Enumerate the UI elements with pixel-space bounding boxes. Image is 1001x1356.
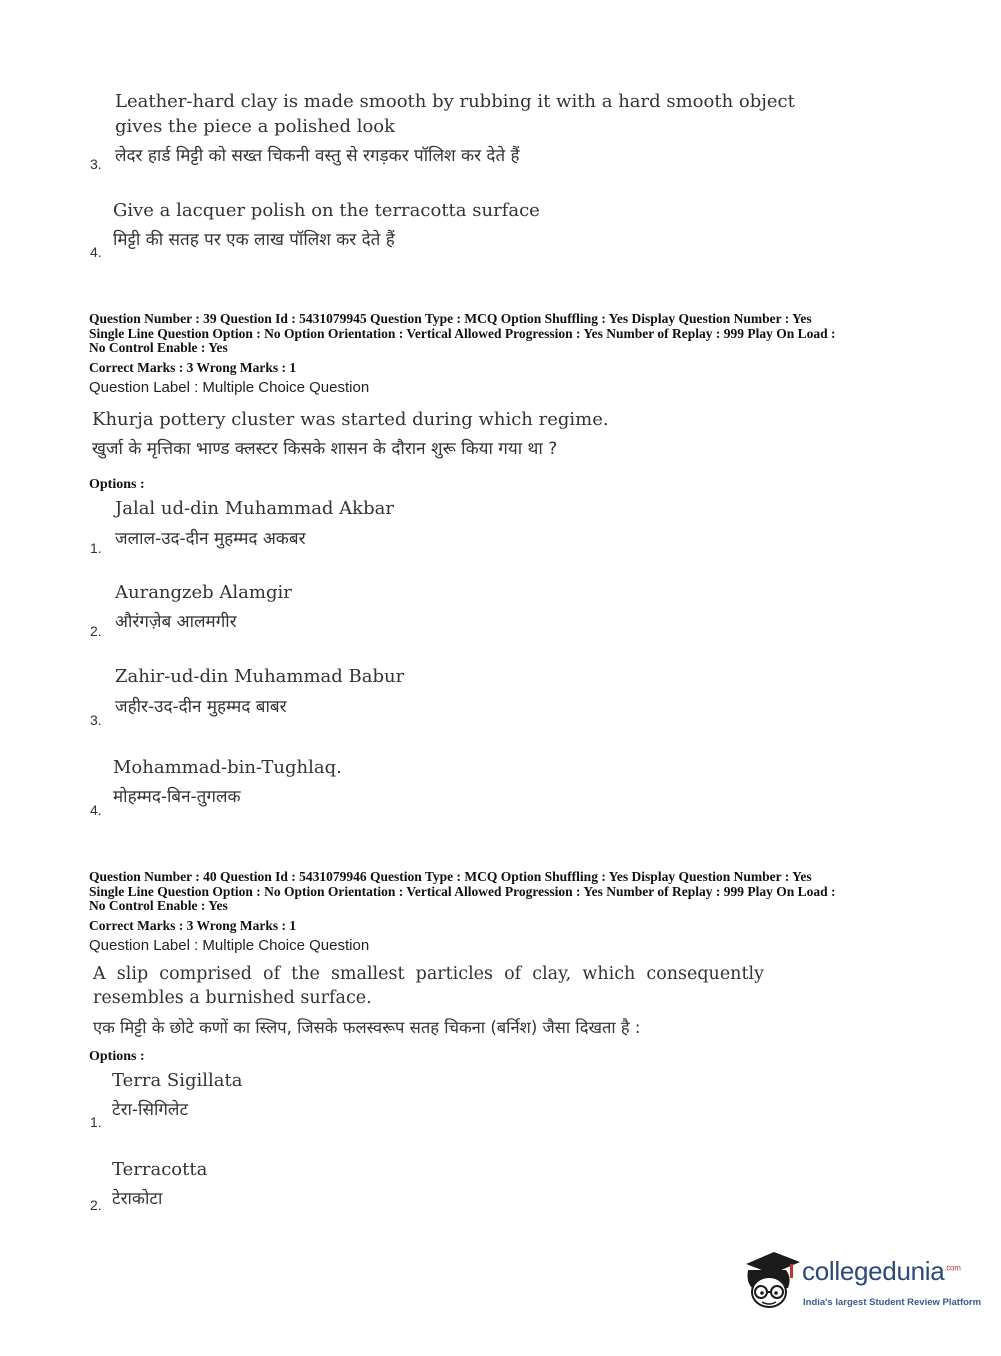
question-text-hi: एक मिट्टी के छोटे कणों का स्लिप, जिसके फलस्वरूप सतह चिकना (बर्निश) जैसा दिखता है :	[93, 1018, 641, 1037]
question-label: Question Label : Multiple Choice Question	[89, 937, 370, 954]
question-text-en-cont: resembles a burnished surface.	[93, 988, 372, 1008]
option-text-en: Mohammad-bin-Tughlaq.	[113, 757, 342, 778]
collegedunia-logo[interactable]	[740, 1248, 980, 1318]
logo-tagline: India's largest Student Review Platform	[803, 1297, 982, 1308]
option-text-hi: लेदर हार्ड मिट्टी को सख्त चिकनी वस्तु से रगड़कर पॉलिश कर देते हैं	[115, 146, 520, 166]
logo-wordmark	[802, 1256, 961, 1287]
question-text-hi: खुर्जा के मृत्तिका भाण्ड क्लस्टर किसके शासन के दौरान शुरू किया गया था ?	[92, 439, 558, 459]
question-marks: Correct Marks : 3 Wrong Marks : 1	[89, 360, 297, 375]
option-text-en: Terracotta	[112, 1159, 208, 1180]
question-meta-line-3: No Control Enable : Yes	[89, 898, 228, 913]
option-text-hi: जहीर-उद-दीन मुहम्मद बाबर	[115, 697, 287, 717]
option-text-hi: टेराकोटा	[112, 1189, 163, 1209]
option-text-en: Give a lacquer polish on the terracotta surface	[113, 200, 540, 221]
question-label: Question Label : Multiple Choice Question	[89, 379, 370, 396]
options-heading: Options :	[89, 1049, 145, 1064]
option-text-en: Terra Sigillata	[112, 1070, 243, 1091]
option-number: 1.	[90, 1114, 102, 1130]
option-text-hi: औरंगज़ेब आलमगीर	[115, 612, 237, 632]
option-number: 3.	[90, 712, 102, 728]
logo-name-text: collegedunia	[802, 1256, 945, 1286]
question-marks: Correct Marks : 3 Wrong Marks : 1	[89, 918, 297, 933]
option-number: 3.	[90, 156, 102, 172]
option-number: 4.	[90, 244, 102, 260]
option-number: 2.	[90, 1197, 102, 1213]
question-meta-line-2: Single Line Question Option : No Option Orientation : Vertical Allowed Progression : Yes Number of Replay : 999 Play On Load :	[89, 884, 836, 899]
question-meta-line-2: Single Line Question Option : No Option Orientation : Vertical Allowed Progression : Yes Number of Replay : 999 Play On Load :	[89, 326, 836, 341]
option-number: 1.	[90, 540, 102, 556]
option-text-hi: टेरा-सिगिलेट	[112, 1100, 189, 1120]
mascot-icon	[740, 1248, 800, 1312]
option-number: 2.	[90, 623, 102, 639]
option-text-en-cont: gives the piece a polished look	[115, 116, 396, 137]
option-text-en: Zahir-ud-din Muhammad Babur	[115, 666, 405, 687]
option-text-en: Jalal ud-din Muhammad Akbar	[115, 498, 394, 519]
option-text-hi: मिट्टी की सतह पर एक लाख पॉलिश कर देते हैं	[113, 230, 395, 250]
option-text-hi: जलाल-उद-दीन मुहम्मद अकबर	[115, 529, 306, 549]
options-heading: Options :	[89, 477, 145, 492]
question-text-en: Khurja pottery cluster was started during which regime.	[92, 409, 609, 430]
logo-suffix: .com	[944, 1263, 961, 1273]
question-meta-line-1: Question Number : 39 Question Id : 5431079945 Question Type : MCQ Option Shuffling : Yes Display Question Number : Yes	[89, 311, 812, 326]
option-number: 4.	[90, 802, 102, 818]
option-text-en: Leather-hard clay is made smooth by rubbing it with a hard smooth object	[115, 91, 795, 112]
question-meta-line-1: Question Number : 40 Question Id : 5431079946 Question Type : MCQ Option Shuffling : Yes Display Question Number : Yes	[89, 869, 812, 884]
question-meta-line-3: No Control Enable : Yes	[89, 340, 228, 355]
question-text-en: A slip comprised of the smallest particles of clay, which consequently	[93, 964, 764, 984]
option-text-en: Aurangzeb Alamgir	[115, 582, 292, 603]
option-text-hi: मोहम्मद-बिन-तुगलक	[113, 787, 241, 807]
